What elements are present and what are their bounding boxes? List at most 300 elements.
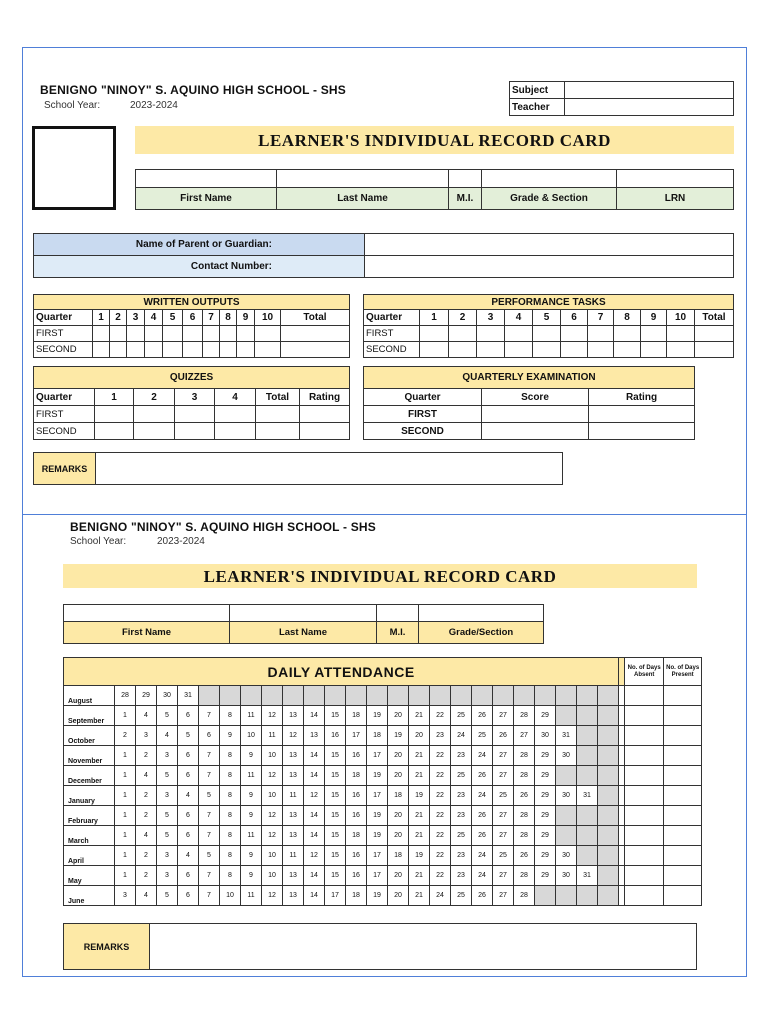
score-cell[interactable] — [95, 406, 134, 423]
day-cell[interactable]: 3 — [157, 846, 178, 866]
day-cell[interactable]: 20 — [388, 866, 409, 886]
day-cell[interactable]: 27 — [493, 806, 514, 826]
day-cell[interactable]: 6 — [178, 866, 199, 886]
day-cell[interactable]: 26 — [493, 726, 514, 746]
day-cell[interactable]: 14 — [304, 746, 325, 766]
day-cell[interactable]: 28 — [115, 686, 136, 706]
day-cell[interactable]: 13 — [283, 866, 304, 886]
score-cell[interactable] — [641, 326, 667, 342]
days-present-cell[interactable] — [664, 746, 702, 766]
day-cell[interactable]: 4 — [136, 706, 157, 726]
day-cell[interactable]: 2 — [136, 806, 157, 826]
day-cell[interactable]: 26 — [472, 886, 493, 906]
day-cell[interactable]: 29 — [535, 766, 556, 786]
day-cell[interactable]: 29 — [535, 806, 556, 826]
day-cell[interactable]: 15 — [325, 846, 346, 866]
day-cell[interactable]: 14 — [304, 866, 325, 886]
day-cell[interactable]: 30 — [556, 746, 577, 766]
day-cell[interactable]: 5 — [157, 886, 178, 906]
score-cell[interactable] — [93, 342, 110, 358]
day-cell[interactable]: 11 — [241, 886, 262, 906]
day-cell[interactable]: 28 — [514, 706, 535, 726]
score-cell[interactable] — [255, 326, 281, 342]
day-cell[interactable]: 10 — [241, 726, 262, 746]
day-cell[interactable]: 25 — [472, 726, 493, 746]
first-name-field-back[interactable] — [64, 605, 230, 622]
day-cell[interactable]: 7 — [199, 886, 220, 906]
day-cell[interactable]: 17 — [367, 846, 388, 866]
day-cell[interactable]: 2 — [136, 746, 157, 766]
day-cell[interactable]: 28 — [514, 886, 535, 906]
day-cell[interactable]: 10 — [220, 886, 241, 906]
day-cell[interactable]: 14 — [304, 806, 325, 826]
score-cell[interactable] — [420, 326, 449, 342]
score-cell[interactable] — [695, 342, 734, 358]
days-present-cell[interactable] — [664, 706, 702, 726]
day-cell[interactable]: 21 — [409, 766, 430, 786]
day-cell[interactable]: 27 — [493, 826, 514, 846]
score-cell[interactable] — [127, 326, 145, 342]
day-cell[interactable]: 11 — [241, 766, 262, 786]
score-cell[interactable] — [420, 342, 449, 358]
days-absent-cell[interactable] — [625, 726, 664, 746]
day-cell[interactable]: 26 — [514, 846, 535, 866]
day-cell[interactable]: 1 — [115, 866, 136, 886]
score-cell[interactable] — [281, 326, 350, 342]
score-cell[interactable] — [482, 423, 589, 440]
day-cell[interactable]: 4 — [157, 726, 178, 746]
days-absent-cell[interactable] — [625, 866, 664, 886]
day-cell[interactable]: 17 — [346, 726, 367, 746]
day-cell[interactable]: 20 — [388, 806, 409, 826]
score-cell[interactable] — [482, 406, 589, 423]
day-cell[interactable]: 31 — [178, 686, 199, 706]
day-cell[interactable]: 6 — [178, 766, 199, 786]
day-cell[interactable]: 26 — [472, 706, 493, 726]
day-cell[interactable]: 14 — [304, 766, 325, 786]
day-cell[interactable]: 2 — [136, 866, 157, 886]
days-absent-cell[interactable] — [625, 766, 664, 786]
day-cell[interactable]: 15 — [325, 746, 346, 766]
day-cell[interactable]: 15 — [325, 786, 346, 806]
score-cell[interactable] — [163, 326, 183, 342]
day-cell[interactable]: 8 — [220, 746, 241, 766]
day-cell[interactable]: 23 — [451, 846, 472, 866]
day-cell[interactable]: 20 — [388, 886, 409, 906]
score-cell[interactable] — [145, 326, 163, 342]
day-cell[interactable]: 6 — [178, 706, 199, 726]
day-cell[interactable]: 9 — [220, 726, 241, 746]
day-cell[interactable]: 9 — [241, 866, 262, 886]
score-cell[interactable] — [220, 342, 237, 358]
day-cell[interactable]: 10 — [262, 846, 283, 866]
day-cell[interactable]: 13 — [283, 806, 304, 826]
day-cell[interactable]: 22 — [430, 786, 451, 806]
grade-section-field[interactable] — [482, 170, 617, 188]
day-cell[interactable]: 10 — [262, 746, 283, 766]
day-cell[interactable]: 16 — [346, 786, 367, 806]
score-cell[interactable] — [95, 423, 134, 440]
score-cell[interactable] — [110, 342, 127, 358]
day-cell[interactable]: 27 — [493, 866, 514, 886]
day-cell[interactable]: 18 — [346, 766, 367, 786]
day-cell[interactable]: 13 — [283, 766, 304, 786]
score-cell[interactable] — [588, 326, 614, 342]
score-cell[interactable] — [589, 423, 695, 440]
teacher-field[interactable] — [565, 99, 734, 116]
mi-field-back[interactable] — [377, 605, 419, 622]
day-cell[interactable]: 13 — [283, 826, 304, 846]
score-cell[interactable] — [134, 406, 175, 423]
score-cell[interactable] — [449, 342, 477, 358]
day-cell[interactable]: 21 — [409, 886, 430, 906]
day-cell[interactable]: 5 — [199, 846, 220, 866]
day-cell[interactable]: 16 — [346, 746, 367, 766]
day-cell[interactable]: 19 — [367, 806, 388, 826]
days-present-cell[interactable] — [664, 806, 702, 826]
day-cell[interactable]: 11 — [241, 706, 262, 726]
day-cell[interactable]: 4 — [136, 826, 157, 846]
day-cell[interactable]: 14 — [304, 706, 325, 726]
day-cell[interactable]: 19 — [367, 706, 388, 726]
day-cell[interactable]: 6 — [178, 886, 199, 906]
day-cell[interactable]: 2 — [136, 786, 157, 806]
day-cell[interactable]: 22 — [430, 746, 451, 766]
day-cell[interactable]: 1 — [115, 846, 136, 866]
day-cell[interactable]: 12 — [262, 766, 283, 786]
day-cell[interactable]: 26 — [472, 806, 493, 826]
day-cell[interactable]: 31 — [577, 786, 598, 806]
score-cell[interactable] — [163, 342, 183, 358]
day-cell[interactable]: 14 — [304, 826, 325, 846]
day-cell[interactable]: 12 — [304, 846, 325, 866]
day-cell[interactable]: 11 — [241, 826, 262, 846]
score-cell[interactable] — [134, 423, 175, 440]
day-cell[interactable]: 29 — [535, 706, 556, 726]
day-cell[interactable]: 27 — [493, 746, 514, 766]
days-present-cell[interactable] — [664, 886, 702, 906]
day-cell[interactable]: 21 — [409, 826, 430, 846]
days-absent-cell[interactable] — [625, 886, 664, 906]
day-cell[interactable]: 13 — [283, 886, 304, 906]
day-cell[interactable]: 12 — [262, 826, 283, 846]
day-cell[interactable]: 29 — [535, 746, 556, 766]
day-cell[interactable]: 22 — [430, 706, 451, 726]
day-cell[interactable]: 9 — [241, 786, 262, 806]
contact-field[interactable] — [365, 256, 734, 278]
day-cell[interactable]: 8 — [220, 846, 241, 866]
day-cell[interactable]: 15 — [325, 866, 346, 886]
score-cell[interactable] — [110, 326, 127, 342]
score-cell[interactable] — [175, 406, 215, 423]
score-cell[interactable] — [93, 326, 110, 342]
score-cell[interactable] — [183, 326, 203, 342]
day-cell[interactable]: 17 — [367, 866, 388, 886]
score-cell[interactable] — [220, 326, 237, 342]
score-cell[interactable] — [614, 326, 641, 342]
day-cell[interactable]: 7 — [199, 826, 220, 846]
day-cell[interactable]: 25 — [451, 886, 472, 906]
day-cell[interactable]: 15 — [325, 826, 346, 846]
day-cell[interactable]: 20 — [388, 766, 409, 786]
day-cell[interactable]: 16 — [325, 726, 346, 746]
day-cell[interactable]: 12 — [262, 886, 283, 906]
days-absent-cell[interactable] — [625, 706, 664, 726]
days-present-cell[interactable] — [664, 866, 702, 886]
score-cell[interactable] — [300, 406, 350, 423]
day-cell[interactable]: 26 — [514, 786, 535, 806]
score-cell[interactable] — [215, 406, 256, 423]
day-cell[interactable]: 6 — [178, 806, 199, 826]
score-cell[interactable] — [237, 326, 255, 342]
day-cell[interactable]: 28 — [514, 826, 535, 846]
day-cell[interactable]: 5 — [157, 826, 178, 846]
day-cell[interactable]: 9 — [241, 746, 262, 766]
remarks-field-back[interactable] — [150, 924, 697, 970]
score-cell[interactable] — [175, 423, 215, 440]
subject-field[interactable] — [565, 82, 734, 99]
score-cell[interactable] — [255, 342, 281, 358]
day-cell[interactable]: 27 — [514, 726, 535, 746]
day-cell[interactable]: 13 — [304, 726, 325, 746]
day-cell[interactable]: 31 — [556, 726, 577, 746]
day-cell[interactable]: 28 — [514, 746, 535, 766]
day-cell[interactable]: 17 — [325, 886, 346, 906]
score-cell[interactable] — [477, 326, 505, 342]
last-name-field[interactable] — [277, 170, 449, 188]
day-cell[interactable]: 29 — [535, 866, 556, 886]
day-cell[interactable]: 21 — [409, 746, 430, 766]
days-absent-cell[interactable] — [625, 826, 664, 846]
day-cell[interactable]: 12 — [283, 726, 304, 746]
score-cell[interactable] — [477, 342, 505, 358]
day-cell[interactable]: 13 — [283, 706, 304, 726]
day-cell[interactable]: 18 — [388, 846, 409, 866]
day-cell[interactable]: 6 — [178, 826, 199, 846]
day-cell[interactable]: 31 — [577, 866, 598, 886]
day-cell[interactable]: 15 — [325, 806, 346, 826]
day-cell[interactable]: 26 — [472, 826, 493, 846]
day-cell[interactable]: 18 — [346, 886, 367, 906]
day-cell[interactable]: 24 — [472, 846, 493, 866]
score-cell[interactable] — [203, 326, 220, 342]
day-cell[interactable]: 3 — [157, 786, 178, 806]
day-cell[interactable]: 9 — [241, 806, 262, 826]
score-cell[interactable] — [667, 326, 695, 342]
day-cell[interactable]: 5 — [157, 706, 178, 726]
day-cell[interactable]: 21 — [409, 806, 430, 826]
day-cell[interactable]: 8 — [220, 866, 241, 886]
day-cell[interactable]: 4 — [136, 766, 157, 786]
day-cell[interactable]: 22 — [430, 866, 451, 886]
score-cell[interactable] — [300, 423, 350, 440]
day-cell[interactable]: 4 — [136, 886, 157, 906]
score-cell[interactable] — [614, 342, 641, 358]
day-cell[interactable]: 7 — [199, 766, 220, 786]
day-cell[interactable]: 17 — [367, 786, 388, 806]
score-cell[interactable] — [127, 342, 145, 358]
day-cell[interactable]: 12 — [262, 706, 283, 726]
score-cell[interactable] — [203, 342, 220, 358]
score-cell[interactable] — [533, 326, 561, 342]
day-cell[interactable]: 24 — [430, 886, 451, 906]
first-name-field[interactable] — [136, 170, 277, 188]
day-cell[interactable]: 25 — [451, 766, 472, 786]
days-absent-cell[interactable] — [625, 846, 664, 866]
day-cell[interactable]: 26 — [472, 766, 493, 786]
score-cell[interactable] — [449, 326, 477, 342]
days-present-cell[interactable] — [664, 826, 702, 846]
days-absent-cell[interactable] — [625, 806, 664, 826]
day-cell[interactable]: 16 — [346, 806, 367, 826]
day-cell[interactable]: 18 — [388, 786, 409, 806]
score-cell[interactable] — [641, 342, 667, 358]
day-cell[interactable]: 28 — [514, 806, 535, 826]
day-cell[interactable]: 8 — [220, 766, 241, 786]
day-cell[interactable]: 30 — [556, 866, 577, 886]
day-cell[interactable]: 30 — [556, 846, 577, 866]
day-cell[interactable]: 28 — [514, 866, 535, 886]
day-cell[interactable]: 1 — [115, 826, 136, 846]
days-absent-cell[interactable] — [625, 786, 664, 806]
score-cell[interactable] — [561, 326, 588, 342]
day-cell[interactable]: 20 — [388, 826, 409, 846]
day-cell[interactable]: 19 — [409, 846, 430, 866]
day-cell[interactable]: 28 — [514, 766, 535, 786]
day-cell[interactable]: 19 — [367, 766, 388, 786]
day-cell[interactable]: 27 — [493, 706, 514, 726]
score-cell[interactable] — [215, 423, 256, 440]
day-cell[interactable]: 23 — [451, 746, 472, 766]
days-absent-cell[interactable] — [625, 746, 664, 766]
score-cell[interactable] — [695, 326, 734, 342]
day-cell[interactable]: 11 — [283, 786, 304, 806]
day-cell[interactable]: 5 — [178, 726, 199, 746]
day-cell[interactable]: 1 — [115, 746, 136, 766]
day-cell[interactable]: 3 — [157, 866, 178, 886]
day-cell[interactable]: 16 — [346, 866, 367, 886]
day-cell[interactable]: 22 — [430, 766, 451, 786]
day-cell[interactable]: 2 — [136, 846, 157, 866]
lrn-field[interactable] — [617, 170, 734, 188]
remarks-field[interactable] — [96, 453, 563, 485]
day-cell[interactable]: 22 — [430, 826, 451, 846]
score-cell[interactable] — [183, 342, 203, 358]
day-cell[interactable]: 8 — [220, 786, 241, 806]
score-cell[interactable] — [505, 342, 533, 358]
day-cell[interactable]: 15 — [325, 766, 346, 786]
day-cell[interactable]: 3 — [157, 746, 178, 766]
day-cell[interactable]: 2 — [115, 726, 136, 746]
day-cell[interactable]: 8 — [220, 806, 241, 826]
day-cell[interactable]: 12 — [304, 786, 325, 806]
days-present-cell[interactable] — [664, 726, 702, 746]
day-cell[interactable]: 4 — [178, 846, 199, 866]
day-cell[interactable]: 19 — [388, 726, 409, 746]
day-cell[interactable]: 8 — [220, 706, 241, 726]
day-cell[interactable]: 8 — [220, 826, 241, 846]
day-cell[interactable]: 24 — [451, 726, 472, 746]
day-cell[interactable]: 23 — [451, 806, 472, 826]
day-cell[interactable]: 29 — [535, 786, 556, 806]
day-cell[interactable]: 18 — [367, 726, 388, 746]
day-cell[interactable]: 5 — [199, 786, 220, 806]
last-name-field-back[interactable] — [230, 605, 377, 622]
day-cell[interactable]: 6 — [178, 746, 199, 766]
day-cell[interactable]: 3 — [115, 886, 136, 906]
day-cell[interactable]: 1 — [115, 786, 136, 806]
day-cell[interactable]: 25 — [451, 706, 472, 726]
day-cell[interactable]: 18 — [346, 706, 367, 726]
day-cell[interactable]: 7 — [199, 806, 220, 826]
day-cell[interactable]: 19 — [367, 886, 388, 906]
score-cell[interactable] — [667, 342, 695, 358]
day-cell[interactable]: 15 — [325, 706, 346, 726]
score-cell[interactable] — [256, 423, 300, 440]
day-cell[interactable]: 30 — [535, 726, 556, 746]
days-present-cell[interactable] — [664, 686, 702, 706]
day-cell[interactable]: 25 — [451, 826, 472, 846]
day-cell[interactable]: 17 — [367, 746, 388, 766]
day-cell[interactable]: 22 — [430, 846, 451, 866]
day-cell[interactable]: 23 — [430, 726, 451, 746]
day-cell[interactable]: 21 — [409, 866, 430, 886]
score-cell[interactable] — [237, 342, 255, 358]
day-cell[interactable]: 25 — [493, 846, 514, 866]
mi-field[interactable] — [449, 170, 482, 188]
day-cell[interactable]: 14 — [304, 886, 325, 906]
day-cell[interactable]: 23 — [451, 866, 472, 886]
day-cell[interactable]: 19 — [409, 786, 430, 806]
day-cell[interactable]: 27 — [493, 886, 514, 906]
day-cell[interactable]: 29 — [535, 826, 556, 846]
day-cell[interactable]: 1 — [115, 706, 136, 726]
score-cell[interactable] — [588, 342, 614, 358]
day-cell[interactable]: 7 — [199, 706, 220, 726]
grade-section-field-back[interactable] — [419, 605, 544, 622]
day-cell[interactable]: 19 — [367, 826, 388, 846]
day-cell[interactable]: 1 — [115, 766, 136, 786]
day-cell[interactable]: 4 — [178, 786, 199, 806]
score-cell[interactable] — [281, 342, 350, 358]
day-cell[interactable]: 9 — [241, 846, 262, 866]
day-cell[interactable]: 5 — [157, 806, 178, 826]
day-cell[interactable]: 20 — [388, 746, 409, 766]
day-cell[interactable]: 11 — [262, 726, 283, 746]
day-cell[interactable]: 6 — [199, 726, 220, 746]
day-cell[interactable]: 20 — [388, 706, 409, 726]
score-cell[interactable] — [533, 342, 561, 358]
day-cell[interactable]: 30 — [157, 686, 178, 706]
day-cell[interactable]: 10 — [262, 866, 283, 886]
day-cell[interactable]: 21 — [409, 706, 430, 726]
day-cell[interactable]: 22 — [430, 806, 451, 826]
days-absent-cell[interactable] — [625, 686, 664, 706]
day-cell[interactable]: 16 — [346, 846, 367, 866]
day-cell[interactable]: 25 — [493, 786, 514, 806]
days-present-cell[interactable] — [664, 786, 702, 806]
score-cell[interactable] — [505, 326, 533, 342]
parent-field[interactable] — [365, 234, 734, 256]
day-cell[interactable]: 5 — [157, 766, 178, 786]
day-cell[interactable]: 30 — [556, 786, 577, 806]
score-cell[interactable] — [145, 342, 163, 358]
day-cell[interactable]: 29 — [535, 846, 556, 866]
days-present-cell[interactable] — [664, 846, 702, 866]
day-cell[interactable]: 12 — [262, 806, 283, 826]
day-cell[interactable]: 27 — [493, 766, 514, 786]
day-cell[interactable]: 24 — [472, 786, 493, 806]
